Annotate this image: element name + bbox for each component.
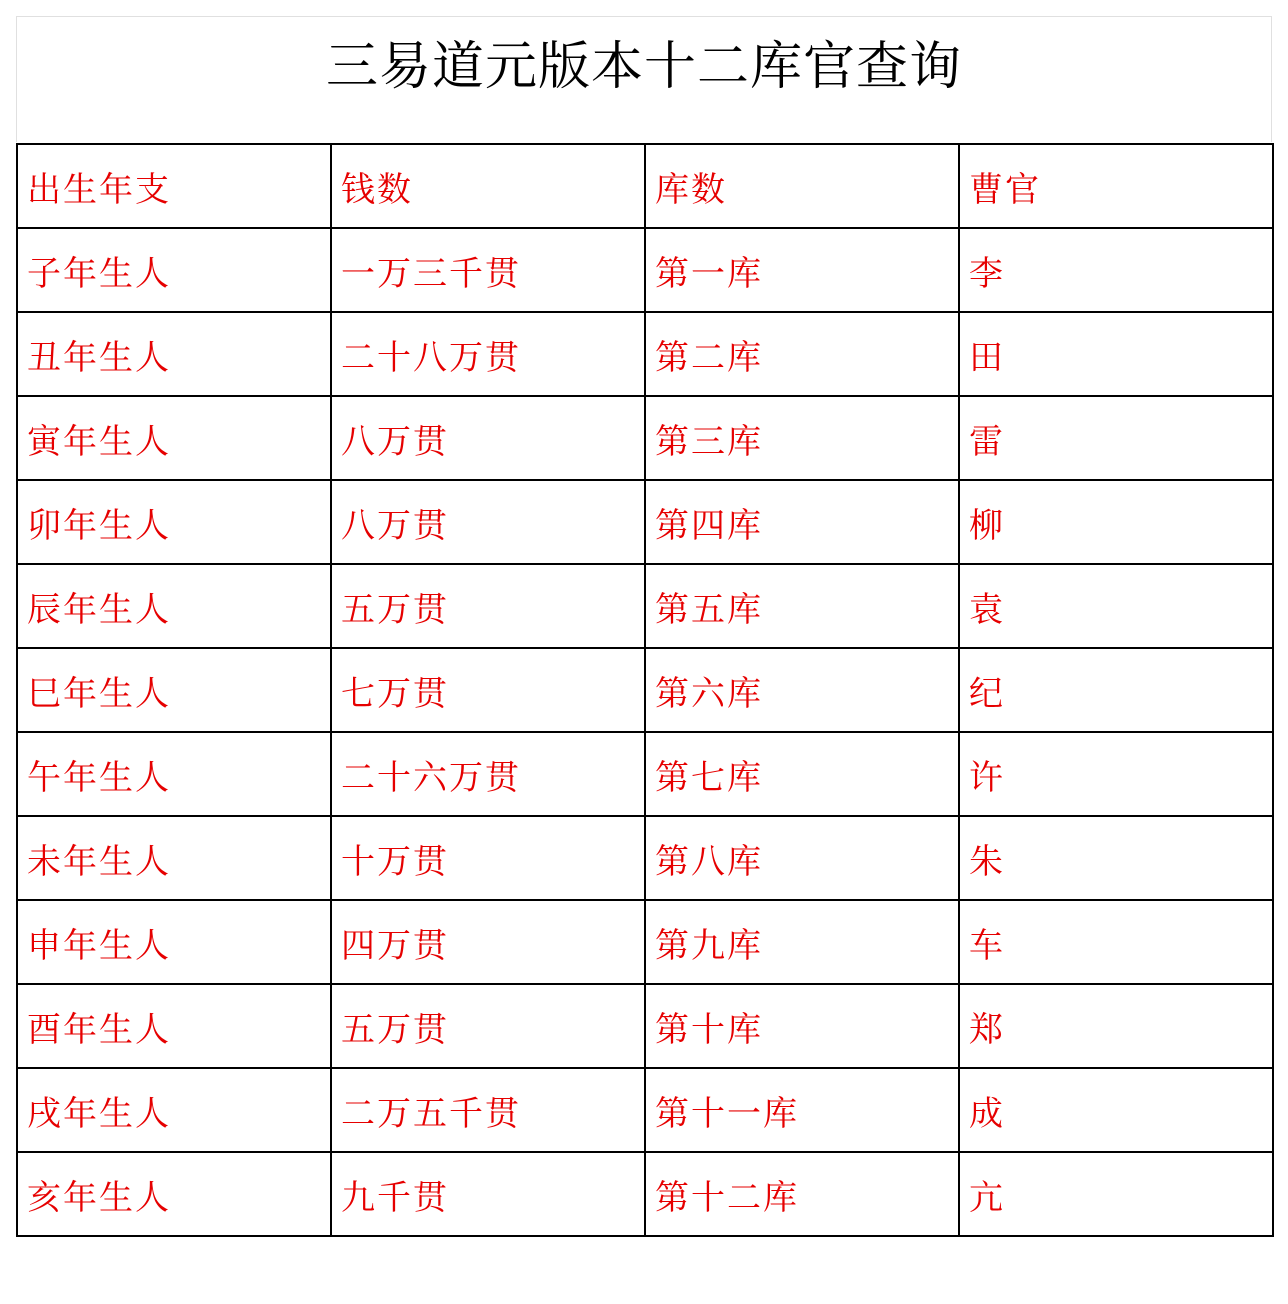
cell-officer: 雷 [959,396,1273,480]
cell-money: 二十八万贯 [331,312,645,396]
cell-officer: 纪 [959,648,1273,732]
cell-money: 九千贯 [331,1152,645,1236]
table-row [17,816,1273,900]
cell-money: 十万贯 [331,816,645,900]
cell-vault: 第五库 [645,564,959,648]
cell-vault: 第二库 [645,312,959,396]
cell-vault: 第八库 [645,816,959,900]
table-row [17,900,1273,984]
cell-birth-year: 卯年生人 [17,480,331,564]
cell-money: 二十六万贯 [331,732,645,816]
table-header-row [17,144,1273,228]
cell-birth-year: 子年生人 [17,228,331,312]
cell-money: 五万贯 [331,984,645,1068]
table-row [17,396,1273,480]
cell-vault: 第十库 [645,984,959,1068]
cell-officer: 成 [959,1068,1273,1152]
cell-birth-year: 巳年生人 [17,648,331,732]
table-row [17,1152,1273,1236]
cell-birth-year: 辰年生人 [17,564,331,648]
cell-birth-year: 酉年生人 [17,984,331,1068]
cell-officer: 郑 [959,984,1273,1068]
cell-officer: 许 [959,732,1273,816]
table-row [17,732,1273,816]
cell-birth-year: 午年生人 [17,732,331,816]
cell-officer: 柳 [959,480,1273,564]
cell-officer: 车 [959,900,1273,984]
header-money-amount: 钱数 [331,144,645,228]
table-row [17,984,1273,1068]
cell-birth-year: 戌年生人 [17,1068,331,1152]
cell-money: 一万三千贯 [331,228,645,312]
cell-officer: 亢 [959,1152,1273,1236]
header-vault-number: 库数 [645,144,959,228]
cell-vault: 第三库 [645,396,959,480]
cell-vault: 第十二库 [645,1152,959,1236]
cell-vault: 第一库 [645,228,959,312]
cell-birth-year: 申年生人 [17,900,331,984]
cell-money: 八万贯 [331,480,645,564]
cell-birth-year: 未年生人 [17,816,331,900]
cell-officer: 李 [959,228,1273,312]
cell-birth-year: 寅年生人 [17,396,331,480]
table-row [17,312,1273,396]
cell-vault: 第四库 [645,480,959,564]
table-row [17,480,1273,564]
cell-officer: 朱 [959,816,1273,900]
cell-officer: 田 [959,312,1273,396]
title-area [16,16,1272,142]
table-row [17,228,1273,312]
header-birth-year-branch: 出生年支 [17,144,331,228]
cell-vault: 第七库 [645,732,959,816]
header-officer: 曹官 [959,144,1273,228]
cell-money: 四万贯 [331,900,645,984]
table-row [17,1068,1273,1152]
cell-birth-year: 亥年生人 [17,1152,331,1236]
cell-money: 八万贯 [331,396,645,480]
cell-vault: 第十一库 [645,1068,959,1152]
cell-birth-year: 丑年生人 [17,312,331,396]
cell-money: 五万贯 [331,564,645,648]
table-row [17,648,1273,732]
lookup-table [16,143,1274,1237]
table-row [17,564,1273,648]
cell-vault: 第九库 [645,900,959,984]
page-title: 三易道元版本十二库官查询 [325,37,962,97]
cell-money: 二万五千贯 [331,1068,645,1152]
cell-officer: 袁 [959,564,1273,648]
cell-vault: 第六库 [645,648,959,732]
cell-money: 七万贯 [331,648,645,732]
